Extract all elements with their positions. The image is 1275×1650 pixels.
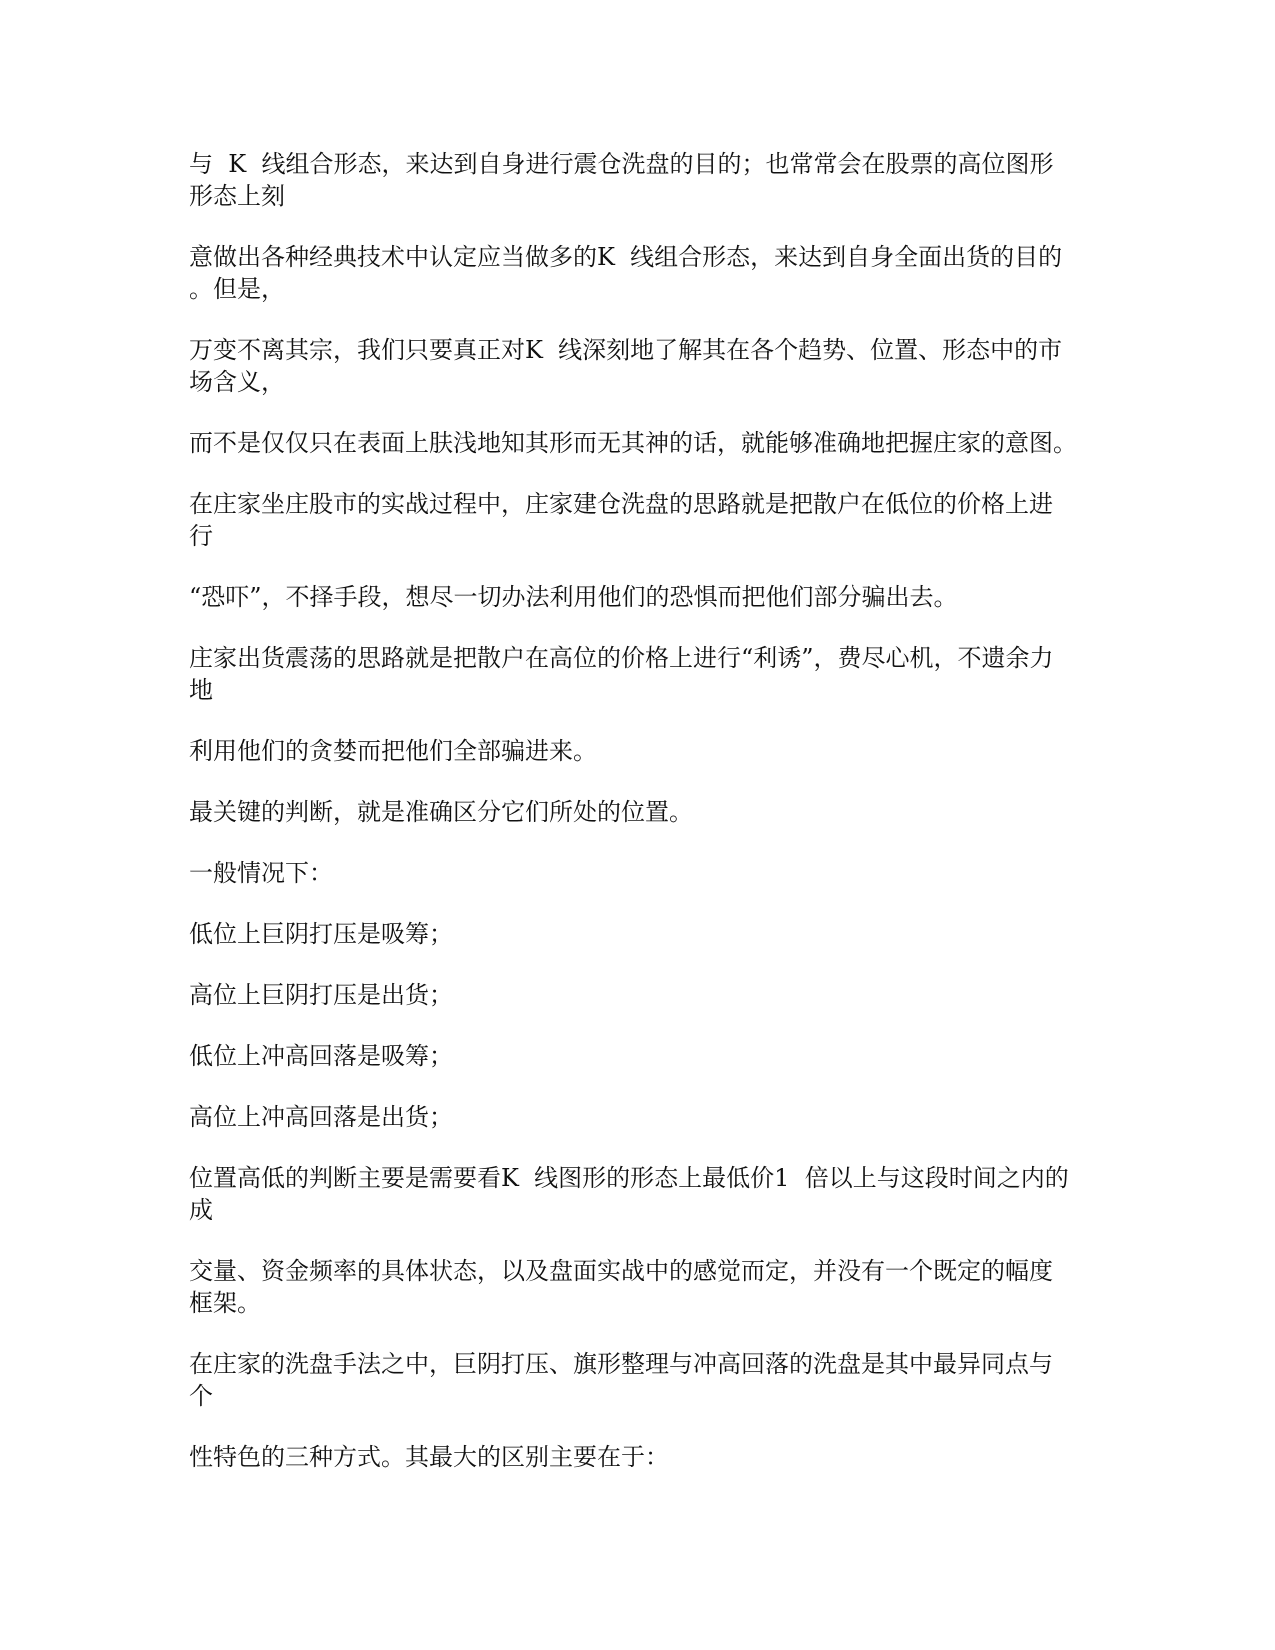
paragraph-12: 高位上巨阴打压是出货；: [189, 981, 453, 1009]
paragraph-3: 万变不离其宗，我们只要真正对K 线深刻地了解其在各个趋势、位置、形态中的市 场含义，: [189, 336, 1063, 396]
paragraph-4: 而不是仅仅只在表面上肤浅地知其形而无其神的话，就能够准确地把握庄家的意图。: [189, 429, 1077, 457]
paragraph-6: “恐吓”，不择手段，想尽一切办法利用他们的恐惧而把他们部分骗出去。: [189, 583, 958, 611]
body-text: [189, 148, 1089, 1502]
paragraph-17: 在庄家的洗盘手法之中，巨阴打压、旗形整理与冲高回落的洗盘是其中最异同点与 个: [189, 1350, 1053, 1410]
paragraph-16: 交量、资金频率的具体状态，以及盘面实战中的感觉而定，并没有一个既定的幅度 框架。: [189, 1257, 1053, 1317]
paragraph-2: 意做出各种经典技术中认定应当做多的K 线组合形态，来达到自身全面出货的目的 。但是，: [189, 243, 1063, 303]
paragraph-13: 低位上冲高回落是吸筹；: [189, 1042, 453, 1070]
paragraph-15: 位置高低的判断主要是需要看K 线图形的形态上最低价1 倍以上与这段时间之内的 成: [189, 1164, 1069, 1224]
paragraph-11: 低位上巨阴打压是吸筹；: [189, 920, 453, 948]
paragraph-1: 与 K 线组合形态，来达到自身进行震仓洗盘的目的；也常常会在股票的高位图形 形态上刻: [189, 150, 1054, 210]
paragraph-10: 一般情况下：: [189, 859, 333, 887]
paragraph-9: 最关键的判断，就是准确区分它们所处的位置。: [189, 798, 693, 826]
paragraph-18: 性特色的三种方式。其最大的区别主要在于：: [189, 1443, 669, 1471]
paragraph-8: 利用他们的贪婪而把他们全部骗进来。: [189, 737, 597, 765]
paragraph-14: 高位上冲高回落是出货；: [189, 1103, 453, 1131]
paragraph-7: 庄家出货震荡的思路就是把散户在高位的价格上进行“利诱”，费尽心机，不遗余力 地: [189, 644, 1054, 704]
paragraph-5: 在庄家坐庄股市的实战过程中，庄家建仓洗盘的思路就是把散户在低位的价格上进 行: [189, 490, 1053, 550]
